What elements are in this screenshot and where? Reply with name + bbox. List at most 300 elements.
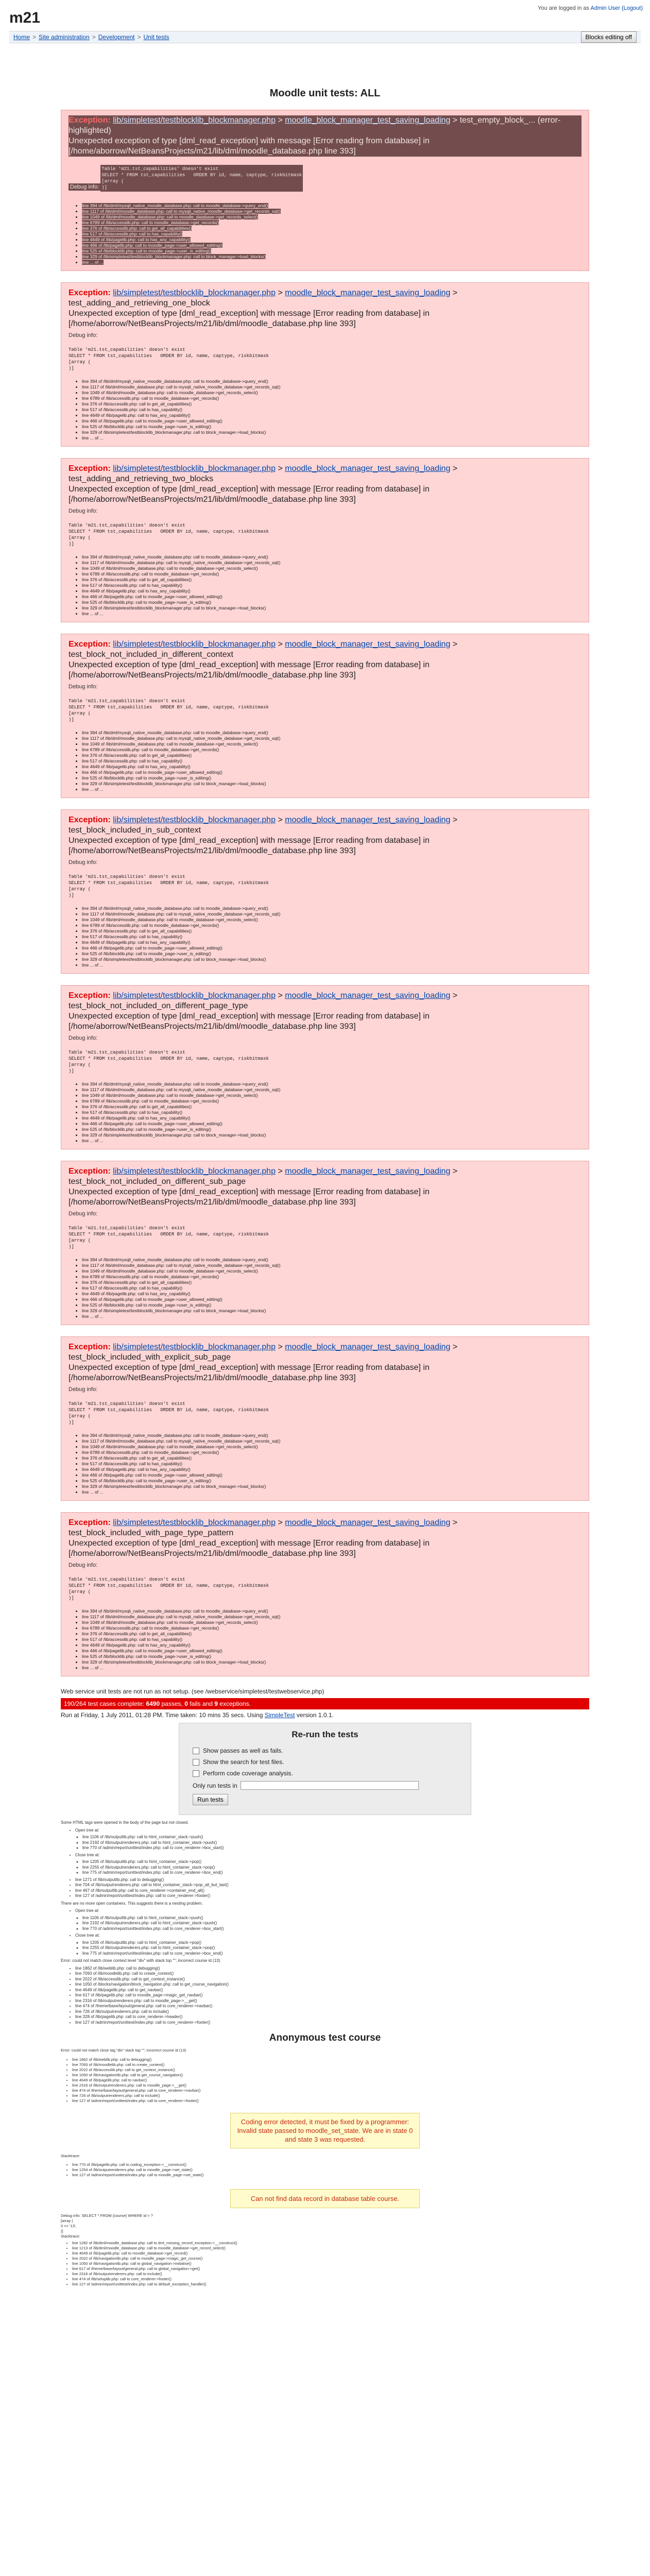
stack-trace-item xyxy=(82,1285,581,1291)
exception-method: test_block_not_included_in_different_context xyxy=(69,650,233,659)
breadcrumb-separator: > xyxy=(92,33,96,41)
exception-message: Unexpected exception of type [dml_read_exception] with message [Error reading from database] in [/home/aborrow/NetBeansProjects/m21/lib/dml/moodle_database.php line 393] xyxy=(69,660,430,680)
stack-trace-item xyxy=(82,401,581,407)
log-item: • line 1271 of /lib/outputlib.php: call to debugging() xyxy=(75,1877,589,1883)
stack-trace-item xyxy=(82,1455,581,1461)
results-cases: 190/264 test cases complete: xyxy=(64,1700,145,1707)
only-run-row xyxy=(193,1781,457,1790)
exception-heading xyxy=(69,1342,581,1383)
stack-trace-item xyxy=(82,254,581,260)
stack-trace-item xyxy=(82,934,581,940)
trace-line: line 6789 of /lib/accesslib.php: call to moodle_database->get_records() xyxy=(82,1625,219,1631)
exception-class-link[interactable]: moodle_block_manager_test_saving_loading xyxy=(285,1343,451,1351)
sql-line: [array ( xyxy=(69,1414,91,1419)
sql-line: Table 'm21.tst_capabilities' doesn't exist xyxy=(69,1050,185,1055)
sql-line: )] xyxy=(69,1244,74,1249)
trace-line: line 4649 of /lib/pagelib.php: call to has_any_capability() xyxy=(82,237,191,242)
exception-class-link[interactable]: moodle_block_manager_test_saving_loading xyxy=(285,464,451,473)
trace-line: line 394 of /lib/dml/mysqli_native_moodle_database.php: call to moodle_database->query_end() xyxy=(82,1433,268,1438)
log-item: • line 1050 of /lib/navigationlib.php: call to get_course_navigation() xyxy=(72,2073,589,2078)
exception-separator: > xyxy=(452,816,458,824)
stack-trace-list xyxy=(69,1257,581,1319)
footer-debug-log xyxy=(61,2213,589,2287)
log-item: • line 2316 of /lib/outputrenderers.php: call to include() xyxy=(72,2272,589,2277)
db-error-notice: Can not find data record in database table course. xyxy=(230,2189,420,2208)
trace-line: line ... of ... xyxy=(82,962,104,968)
sql-line: Table 'm21.tst_capabilities' doesn't exist xyxy=(101,166,219,172)
only-run-input[interactable] xyxy=(241,1781,419,1790)
user-link[interactable]: Admin User xyxy=(590,5,620,11)
exception-separator: > xyxy=(452,991,458,1000)
option-show-passes[interactable] xyxy=(193,1747,457,1754)
exception-heading xyxy=(69,115,581,157)
run-tests-button[interactable]: Run tests xyxy=(193,1794,228,1805)
trace-line: line 1049 of /lib/dml/moodle_database.php: call to moodle_database->get_records_select() xyxy=(82,566,258,571)
trace-line: line 6789 of /lib/accesslib.php: call to moodle_database->get_records() xyxy=(82,1450,219,1455)
stack-trace-item xyxy=(82,1132,581,1138)
log-item: ◦ line 770 of /admin/report/unittest/index.php: call to core_renderer->box_start() xyxy=(82,1845,589,1851)
log-close-items xyxy=(75,1940,589,1957)
stack-trace-item xyxy=(82,554,581,560)
checkbox[interactable] xyxy=(193,1770,199,1777)
stack-trace-item xyxy=(82,1274,581,1280)
option-label: Perform code coverage analysis. xyxy=(203,1770,293,1777)
rerun-title: Re-run the tests xyxy=(292,1730,358,1739)
trace-line: line 329 of /lib/simpletest/testblocklib_blockmanager.php: call to block_manager->load_blocks() xyxy=(82,1132,266,1138)
exception-heading xyxy=(69,991,581,1032)
stack-trace-item xyxy=(82,1263,581,1268)
stack-trace-item xyxy=(82,906,581,911)
footer-debug-line: Stacktrace: xyxy=(61,2234,80,2239)
checkbox[interactable] xyxy=(193,1748,199,1754)
exception-separator: > xyxy=(452,1343,458,1351)
exception-separator: > xyxy=(452,640,458,649)
stack-trace-item xyxy=(82,764,581,770)
trace-line: line 329 of /lib/simpletest/testblocklib_blockmanager.php: call to block_manager->load_blocks() xyxy=(82,957,266,962)
trace-line: line 376 of /lib/accesslib.php: call to get_all_capabilities() xyxy=(82,1631,192,1636)
stack-trace-item xyxy=(82,571,581,577)
logout-link[interactable]: (Logout) xyxy=(622,5,643,11)
exception-method: test_adding_and_retrieving_one_block xyxy=(69,299,210,308)
footer-debug-line: Debug info: SELECT * FROM {course} WHERE id = ? xyxy=(61,2213,153,2218)
exception-file-link[interactable]: lib/simpletest/testblocklib_blockmanager.php xyxy=(113,1518,276,1527)
exception-separator: > xyxy=(452,1518,458,1527)
stack-trace-item xyxy=(82,1280,581,1285)
exception-separator: > xyxy=(278,1167,283,1176)
stack-trace-item xyxy=(82,1138,581,1144)
stack-trace-item xyxy=(82,611,581,617)
exception-heading xyxy=(69,1518,581,1559)
login-prefix: You are logged in as xyxy=(538,5,590,11)
stack-trace-item xyxy=(82,1659,581,1665)
page-header xyxy=(0,0,650,31)
sql-line: SELECT * FROM tst_capabilities ORDER BY id, name, captype, riskbitmask xyxy=(69,880,269,886)
log-item: • line 1282 of /lib/dml/moodle_database.php: call to dml_missing_record_exception->__construct() xyxy=(72,2241,589,2246)
trace-line: line 6789 of /lib/accesslib.php: call to moodle_database->get_records() xyxy=(82,747,219,752)
log-item: • line 474 of /theme/base/layout/general.php: call to core_renderer->navbar() xyxy=(72,2088,589,2093)
results-fails-label: fails and xyxy=(190,1700,213,1707)
stack-trace-item xyxy=(82,384,581,390)
trace-line: line 1117 of /lib/dml/moodle_database.php: call to mysqli_native_moodle_database->get_records_sql() xyxy=(82,1087,281,1092)
trace-line: line 525 of /lib/blocklib.php: call to moodle_page->user_is_editing() xyxy=(82,1654,212,1659)
log-item: ◦ line 1106 of /lib/outputlib.php: call to html_container_stack->push() xyxy=(82,1916,589,1921)
stack-trace-item xyxy=(82,231,581,237)
stack-trace-item xyxy=(82,1614,581,1620)
trace-line: line 466 of /lib/pagelib.php: call to moodle_page->user_allowed_editing() xyxy=(82,243,223,248)
log-final-items xyxy=(61,1966,589,2026)
stack-trace-item xyxy=(82,594,581,600)
stack-trace-item xyxy=(82,775,581,781)
exception-file-link[interactable]: lib/simpletest/testblocklib_blockmanager.php xyxy=(113,116,276,125)
exception-label: Exception: xyxy=(69,116,111,125)
anon-log xyxy=(61,2048,589,2104)
exception-heading xyxy=(69,464,581,505)
exception-box xyxy=(61,110,589,271)
sql-line: SELECT * FROM tst_capabilities ORDER BY id, name, captype, riskbitmask xyxy=(69,705,269,710)
log-open-list-2 xyxy=(61,1908,589,1956)
stack-trace-item xyxy=(82,1654,581,1659)
log-item: • line 127 of /admin/report/unittest/index.php: call to core_renderer->footer() xyxy=(75,1893,589,1899)
stack-trace-item xyxy=(82,1297,581,1302)
trace-line: line 1049 of /lib/dml/moodle_database.php: call to moodle_database->get_records_select() xyxy=(82,1093,258,1098)
exception-message: Unexpected exception of type [dml_read_exception] with message [Error reading from database] in [/home/aborrow/NetBeansProjects/m21/lib/dml/moodle_database.php line 393] xyxy=(69,836,430,855)
stack-trace-item xyxy=(82,1484,581,1489)
log-item: • line 726 of /lib/outputrenderers.php: call to include() xyxy=(75,2009,589,2015)
debug-info-label: Debug info: xyxy=(69,183,100,191)
exception-label: Exception: xyxy=(69,289,111,297)
exception-class-link[interactable]: moodle_block_manager_test_saving_loading xyxy=(285,289,451,297)
footer-debug-lines xyxy=(61,2213,589,2239)
trace-line: line 1049 of /lib/dml/moodle_database.php: call to moodle_database->get_records_select() xyxy=(82,741,258,747)
trace-line: line 466 of /lib/pagelib.php: call to moodle_page->user_allowed_editing() xyxy=(82,1297,223,1302)
checkbox[interactable] xyxy=(193,1759,199,1766)
log-item: • line 2316 of /lib/outputrenderers.php: call to moodle_page->__get() xyxy=(75,1998,589,2004)
trace-line: line ... of ... xyxy=(82,1138,104,1143)
stack-trace-item xyxy=(82,1467,581,1472)
stack-trace-item xyxy=(82,741,581,747)
exception-box xyxy=(61,1336,589,1501)
exception-separator: > xyxy=(278,289,283,297)
trace-line: line 376 of /lib/accesslib.php: call to get_all_capabilities() xyxy=(82,401,192,406)
log-item: • line 1213 of /lib/dml/moodle_database.php: call to moodle_database->get_record_select() xyxy=(72,2246,589,2251)
page-title: Moodle unit tests: ALL xyxy=(269,88,381,99)
debug-sql xyxy=(69,1049,581,1074)
sql-line: SELECT * FROM tst_capabilities ORDER BY id, name, captype, riskbitmask xyxy=(69,1232,269,1237)
stack-trace-list xyxy=(69,1608,581,1671)
footer-trace-items xyxy=(61,2241,589,2287)
log-item: • line 1050 of /lib/navigationlib.php: call to global_navigation->initialise() xyxy=(72,2261,589,2266)
debug-sql xyxy=(69,347,581,371)
footer-debug-line: )] xyxy=(61,2229,63,2233)
trace-line: line 394 of /lib/dml/mysqli_native_moodle_database.php: call to moodle_database->query_end() xyxy=(82,730,268,735)
debug-sql xyxy=(69,522,581,547)
exception-message: Unexpected exception of type [dml_read_exception] with message [Error reading from database] in [/home/aborrow/NetBeansProjects/m21/lib/dml/moodle_database.php line 393] xyxy=(69,137,430,156)
trace-line: line 1049 of /lib/dml/moodle_database.php: call to moodle_database->get_records_select() xyxy=(82,1268,258,1274)
sql-line: Table 'm21.tst_capabilities' doesn't exist xyxy=(69,699,185,704)
log-item: • line 4649 of /lib/pagelib.php: call to navbar() xyxy=(72,2078,589,2083)
exception-file-link[interactable]: lib/simpletest/testblocklib_blockmanager.php xyxy=(113,640,276,649)
stack-trace-item xyxy=(82,413,581,418)
exception-method: test_block_included_with_explicit_sub_page xyxy=(69,1353,231,1362)
stacktrace-items xyxy=(61,2162,589,2178)
stack-trace-item xyxy=(82,928,581,934)
breadcrumb-site-admin[interactable]: Site administration xyxy=(39,33,90,41)
stack-trace-item xyxy=(82,1087,581,1093)
stack-trace-item xyxy=(82,917,581,923)
trace-line: line 1117 of /lib/dml/moodle_database.php: call to mysqli_native_moodle_database->get_records_sql() xyxy=(82,736,281,741)
log-close-label: Close tree at: xyxy=(75,1852,100,1857)
trace-line: line 1049 of /lib/dml/moodle_database.php: call to moodle_database->get_records_select() xyxy=(82,1444,258,1449)
log-item: • line 474 of /theme/base/layout/general.php: call to core_renderer->navbar() xyxy=(75,2004,589,2009)
stack-trace-item xyxy=(82,379,581,384)
exception-label: Exception: xyxy=(69,991,111,1000)
log-item: • line 474 of /lib/setuplib.php: call to core_renderer->footer() xyxy=(72,2277,589,2282)
exception-separator: > xyxy=(452,464,458,473)
trace-line: line 466 of /lib/pagelib.php: call to moodle_page->user_allowed_editing() xyxy=(82,594,223,599)
sql-line: [array ( xyxy=(69,887,91,892)
log-more-items xyxy=(61,1877,589,1899)
stack-trace-item xyxy=(82,390,581,396)
exception-method: test_adding_and_retrieving_two_blocks xyxy=(69,474,214,483)
results-bar xyxy=(61,1698,589,1709)
sql-line: [array ( xyxy=(69,711,91,716)
debug-info-label: Debug info: xyxy=(69,1211,98,1217)
results-passes-label: passes, xyxy=(161,1700,183,1707)
stack-trace-item xyxy=(82,1115,581,1121)
breadcrumb-unit-tests[interactable]: Unit tests xyxy=(143,33,169,41)
stack-trace-item xyxy=(82,260,581,265)
run-info xyxy=(61,1711,589,1719)
trace-line: line 517 of /lib/accesslib.php: call to has_capability() xyxy=(82,1285,183,1291)
exception-separator: > xyxy=(278,1343,283,1351)
exception-class-link[interactable]: moodle_block_manager_test_saving_loading xyxy=(285,1167,451,1176)
results-fails: 0 xyxy=(184,1700,188,1707)
stack-trace-item xyxy=(82,1642,581,1648)
trace-line: line ... of ... xyxy=(82,1314,104,1319)
exception-separator: > xyxy=(278,464,283,473)
exception-class-link[interactable]: moodle_block_manager_test_saving_loading xyxy=(285,640,451,649)
option-code-coverage[interactable] xyxy=(193,1770,457,1777)
trace-line: line 394 of /lib/dml/mysqli_native_moodle_database.php: call to moodle_database->query_end() xyxy=(82,906,268,911)
results-exceptions-label: exceptions. xyxy=(219,1700,251,1707)
breadcrumb-separator: > xyxy=(32,33,37,41)
exception-label: Exception: xyxy=(69,464,111,473)
stacktrace-label: Stacktrace: xyxy=(61,2153,80,2158)
stack-trace-item xyxy=(82,770,581,775)
results-passes: 6490 xyxy=(146,1700,160,1707)
exception-separator: > xyxy=(278,116,283,125)
anon-log-items xyxy=(61,2057,589,2104)
exception-heading xyxy=(69,288,581,329)
stack-trace-item xyxy=(82,430,581,435)
trace-line: line 4649 of /lib/pagelib.php: call to has_any_capability() xyxy=(82,1291,191,1296)
trace-line: line 376 of /lib/accesslib.php: call to get_all_capabilities() xyxy=(82,1104,192,1109)
sql-line: )] xyxy=(69,1596,74,1601)
log-item: • line 7093 of /lib/moodlelib.php: call to create_context() xyxy=(72,2062,589,2067)
simpletest-version: version 1.0.1. xyxy=(296,1711,334,1719)
exception-label: Exception: xyxy=(69,1167,111,1176)
stack-trace-item xyxy=(82,1472,581,1478)
trace-line: line 394 of /lib/dml/mysqli_native_moodle_database.php: call to moodle_database->query_end() xyxy=(82,1608,268,1614)
trace-line: line 1049 of /lib/dml/moodle_database.php: call to moodle_database->get_records_select() xyxy=(82,917,258,922)
stack-trace-item xyxy=(82,1608,581,1614)
debug-info-label: Debug info: xyxy=(69,1562,98,1568)
log-item: • line 2316 of /lib/outputrenderers.php: call to moodle_page->__get() xyxy=(72,2083,589,2088)
log-item: ◦ line 775 of /admin/report/unittest/index.php: call to core_renderer->box_end() xyxy=(82,1870,589,1876)
log-item: ◦ line 2192 of /lib/outputrenderers.php: call to html_container_stack->push() xyxy=(82,1840,589,1846)
trace-line: line 4649 of /lib/pagelib.php: call to has_any_capability() xyxy=(82,764,191,769)
stack-trace-item xyxy=(82,588,581,594)
exception-method: test_block_not_included_on_different_page_type xyxy=(69,1002,248,1010)
option-show-search[interactable] xyxy=(193,1758,457,1766)
stack-trace-item xyxy=(82,1461,581,1467)
exception-box xyxy=(61,634,589,798)
stack-trace-item xyxy=(82,1110,581,1115)
anon-log-note: Error: could not match close tag "div" stack top ""; incorrect course id (13) xyxy=(61,2048,186,2053)
trace-line: line 517 of /lib/accesslib.php: call to has_capability() xyxy=(82,407,183,412)
trace-line: line 466 of /lib/pagelib.php: call to moodle_page->user_allowed_editing() xyxy=(82,945,223,951)
stack-trace-item xyxy=(82,418,581,424)
trace-line: line 525 of /lib/blocklib.php: call to moodle_page->user_is_editing() xyxy=(82,775,212,781)
trace-line: line 466 of /lib/pagelib.php: call to moodle_page->user_allowed_editing() xyxy=(82,418,223,423)
blocks-editing-button[interactable]: Blocks editing off xyxy=(581,31,637,43)
exception-box xyxy=(61,985,589,1149)
anon-course-title: Anonymous test course xyxy=(269,2032,381,2043)
stack-trace-item xyxy=(82,248,581,254)
trace-line: line 466 of /lib/pagelib.php: call to moodle_page->user_allowed_editing() xyxy=(82,1648,223,1653)
stack-trace-item xyxy=(82,1291,581,1297)
log-item: • line 4649 of /lib/pagelib.php: call to moodle_database->get_record() xyxy=(72,2251,589,2256)
stack-trace-item xyxy=(82,1433,581,1438)
debug-sql xyxy=(69,1577,581,1601)
sql-line: )] xyxy=(69,1069,74,1074)
trace-line: line 1117 of /lib/dml/moodle_database.php: call to mysqli_native_moodle_database->get_records_sql() xyxy=(82,911,281,917)
trace-line: line ... of ... xyxy=(82,435,104,440)
stack-trace-list xyxy=(69,554,581,617)
sql-line: )] xyxy=(69,717,74,722)
stack-trace-item xyxy=(82,1637,581,1642)
trace-line: line 525 of /lib/blocklib.php: call to moodle_page->user_is_editing() xyxy=(82,1478,212,1483)
log-item: ◦ line 2192 of /lib/outputrenderers.php: call to html_container_stack->push() xyxy=(82,1921,589,1926)
trace-line: line 525 of /lib/blocklib.php: call to moodle_page->user_is_editing() xyxy=(82,600,212,605)
trace-line: line 525 of /lib/blocklib.php: call to moodle_page->user_is_editing() xyxy=(82,951,212,956)
trace-line: line 1049 of /lib/dml/moodle_database.php: call to moodle_database->get_records_select() xyxy=(82,390,258,395)
footer-debug-line: [array ( xyxy=(61,2218,73,2223)
exception-file-link[interactable]: lib/simpletest/testblocklib_blockmanager.php xyxy=(113,289,276,297)
trace-line: line 376 of /lib/accesslib.php: call to get_all_capabilities() xyxy=(82,928,192,934)
breadcrumb-development[interactable]: Development xyxy=(98,33,135,41)
log-item: ◦ line 2255 of /lib/outputrenderers.php: call to html_container_stack->pop() xyxy=(82,1865,589,1871)
trace-line: line 329 of /lib/simpletest/testblocklib_blockmanager.php: call to block_manager->load_blocks() xyxy=(82,430,266,435)
stack-trace-list xyxy=(69,1081,581,1144)
sql-line: Table 'm21.tst_capabilities' doesn't exist xyxy=(69,1226,185,1231)
exception-file-link[interactable]: lib/simpletest/testblocklib_blockmanager.php xyxy=(113,1343,276,1351)
log-item: • line 704 of /lib/outputrenderers.php: call to html_container_stack->pop_all_but_last() xyxy=(75,1883,589,1888)
trace-line: line 466 of /lib/pagelib.php: call to moodle_page->user_allowed_editing() xyxy=(82,1472,223,1478)
exceptions-list xyxy=(61,110,589,1676)
sql-line: SELECT * FROM tst_capabilities ORDER BY id, name, captype, riskbitmask xyxy=(69,1056,269,1061)
debug-info-label: Debug info: xyxy=(69,332,98,338)
sql-line: [array ( xyxy=(69,1589,91,1595)
trace-line: line 517 of /lib/accesslib.php: call to has_capability() xyxy=(82,1461,183,1466)
exception-message: Unexpected exception of type [dml_read_exception] with message [Error reading from database] in [/home/aborrow/NetBeansProjects/m21/lib/dml/moodle_database.php line 393] xyxy=(69,1539,430,1558)
run-at-text: Run at Friday, 1 July 2011, 01:28 PM. Time taken: 10 mins 35 secs. Using xyxy=(61,1711,263,1719)
log-intro: Some HTML tags were opened in the body of the page but not closed. xyxy=(61,1820,189,1825)
exception-class-link[interactable]: moodle_block_manager_test_saving_loading xyxy=(285,991,451,1000)
stack-trace-item xyxy=(82,1625,581,1631)
option-label: Show the search for test files. xyxy=(203,1758,284,1766)
sql-line: SELECT * FROM tst_capabilities ORDER BY id, name, captype, riskbitmask xyxy=(101,173,302,178)
trace-line: line 329 of /lib/simpletest/testblocklib_blockmanager.php: call to block_manager->load_blocks() xyxy=(82,1484,266,1489)
debug-info-label: Debug info: xyxy=(69,1386,98,1393)
trace-line: line 394 of /lib/dml/mysqli_native_moodle_database.php: call to moodle_database->query_end() xyxy=(82,1257,268,1262)
sql-line: SELECT * FROM tst_capabilities ORDER BY id, name, captype, riskbitmask xyxy=(69,529,269,534)
trace-line: line 376 of /lib/accesslib.php: call to get_all_capabilities() xyxy=(82,577,192,582)
log-item: • line 7093 of /lib/moodlelib.php: call to create_context() xyxy=(75,1971,589,1977)
stack-trace-item xyxy=(82,220,581,226)
trace-line: line 329 of /lib/simpletest/testblocklib_blockmanager.php: call to block_manager->load_blocks() xyxy=(82,781,266,786)
simpletest-link[interactable]: SimpleTest xyxy=(264,1711,295,1719)
trace-line: line 525 of /lib/blocklib.php: call to moodle_page->user_is_editing() xyxy=(82,248,212,253)
stack-trace-item xyxy=(82,605,581,611)
stack-trace-item xyxy=(82,787,581,792)
exception-class-link[interactable]: moodle_block_manager_test_saving_loading xyxy=(285,816,451,824)
trace-line: line 525 of /lib/blocklib.php: call to moodle_page->user_is_editing() xyxy=(82,1302,212,1308)
exception-file-link[interactable]: lib/simpletest/testblocklib_blockmanager.php xyxy=(113,991,276,1000)
log-item: ◦ line 1106 of /lib/outputlib.php: call to html_container_stack->push() xyxy=(82,1835,589,1840)
trace-line: line 517 of /lib/accesslib.php: call to has_capability() xyxy=(82,231,183,236)
exception-file-link[interactable]: lib/simpletest/testblocklib_blockmanager.php xyxy=(113,816,276,824)
sql-line: Table 'm21.tst_capabilities' doesn't exist xyxy=(69,523,185,528)
exception-heading xyxy=(69,1166,581,1208)
log-item: • line 2022 of /lib/accesslib.php: call to get_context_instance() xyxy=(75,1977,589,1982)
trace-line: line 1117 of /lib/dml/moodle_database.php: call to mysqli_native_moodle_database->get_records_sql() xyxy=(82,1263,281,1268)
debug-sql xyxy=(69,698,581,723)
exception-file-link[interactable]: lib/simpletest/testblocklib_blockmanager.php xyxy=(113,464,276,473)
exception-class-link[interactable]: moodle_block_manager_test_saving_loading xyxy=(285,1518,451,1527)
exception-separator: > xyxy=(452,1167,458,1176)
log-mismatch-note: There are no more open containers. This suggests there is a nesting problem. xyxy=(61,1901,203,1906)
stack-trace-item xyxy=(82,1104,581,1110)
trace-line: line 1117 of /lib/dml/moodle_database.php: call to mysqli_native_moodle_database->get_records_sql() xyxy=(82,1438,281,1444)
trace-line: line 6789 of /lib/accesslib.php: call to moodle_database->get_records() xyxy=(82,220,219,225)
trace-line: line 1049 of /lib/dml/moodle_database.php: call to moodle_database->get_records_select() xyxy=(82,1620,258,1625)
log-item: • line 467 of /lib/outputlib.php: call to core_renderer->container_end_all() xyxy=(75,1888,589,1894)
trace-line: line 466 of /lib/pagelib.php: call to moodle_page->user_allowed_editing() xyxy=(82,1121,223,1126)
trace-line: line 6789 of /lib/accesslib.php: call to moodle_database->get_records() xyxy=(82,1098,219,1104)
trace-line: line 525 of /lib/blocklib.php: call to moodle_page->user_is_editing() xyxy=(82,1127,212,1132)
breadcrumb-home[interactable]: Home xyxy=(13,33,30,41)
stack-trace-item xyxy=(82,1257,581,1263)
log-item: • line 1862 of /lib/weblib.php: call to debugging() xyxy=(75,1966,589,1972)
stack-trace-item xyxy=(82,583,581,588)
stack-trace-item xyxy=(82,407,581,413)
stack-trace-item xyxy=(82,957,581,962)
sql-line: )] xyxy=(69,366,74,371)
exception-method: test_empty_block_... (error-highlighted) xyxy=(69,116,561,135)
exception-file-link[interactable]: lib/simpletest/testblocklib_blockmanager.php xyxy=(113,1167,276,1176)
stack-trace-item xyxy=(82,736,581,741)
stack-trace-item xyxy=(82,753,581,758)
trace-line: line 466 of /lib/pagelib.php: call to moodle_page->user_allowed_editing() xyxy=(82,770,223,775)
results-exceptions: 9 xyxy=(214,1700,218,1707)
exception-separator: > xyxy=(452,116,458,125)
trace-line: line 376 of /lib/accesslib.php: call to get_all_capabilities() xyxy=(82,226,192,231)
trace-line: line 4649 of /lib/pagelib.php: call to has_any_capability() xyxy=(82,588,191,594)
stack-trace-item xyxy=(82,1093,581,1098)
trace-line: line 1117 of /lib/dml/moodle_database.php: call to mysqli_native_moodle_database->get_records_sql() xyxy=(82,1614,281,1619)
exception-class-link[interactable]: moodle_block_manager_test_saving_loading xyxy=(285,116,451,125)
